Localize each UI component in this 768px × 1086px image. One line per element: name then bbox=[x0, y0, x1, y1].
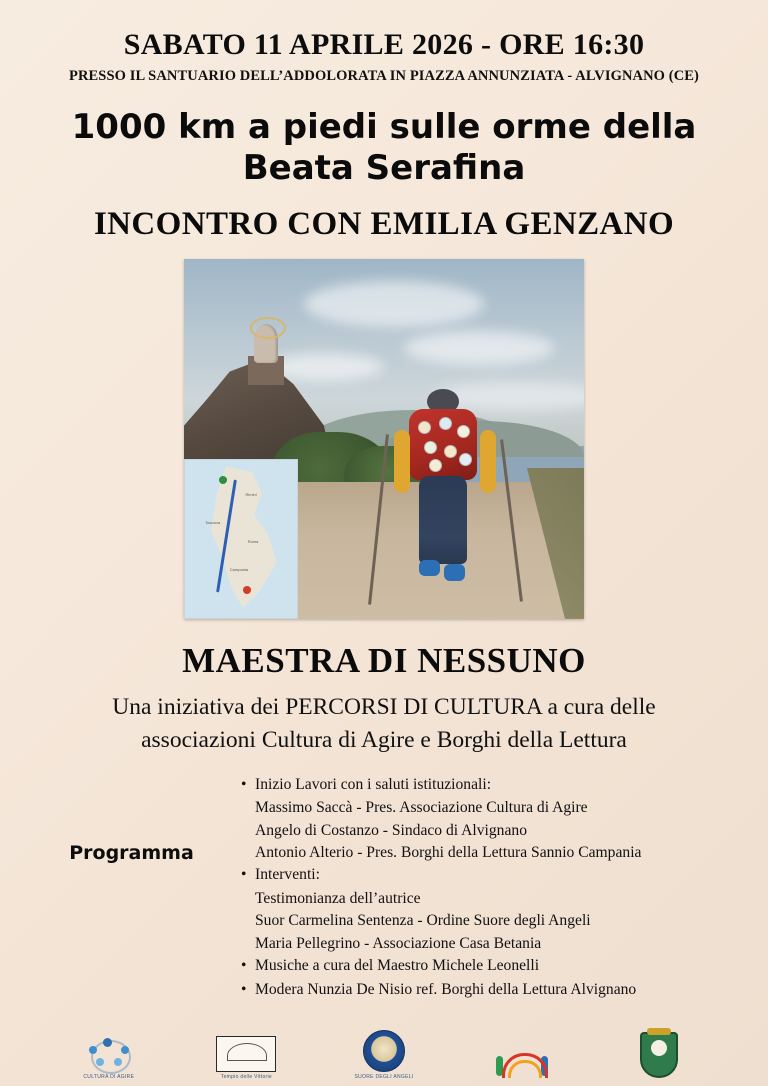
poster-photo bbox=[184, 259, 584, 619]
hiker-figure bbox=[392, 389, 496, 598]
initiative-text bbox=[112, 691, 655, 758]
list-item bbox=[239, 864, 744, 886]
hiker-legs bbox=[419, 476, 467, 564]
seal-icon bbox=[363, 1030, 405, 1072]
person-dot bbox=[103, 1038, 112, 1047]
list-subitem: Suor Carmelina Sentenza - Ordine Suore degli Angeli bbox=[255, 912, 591, 930]
cloud-shape bbox=[304, 281, 484, 327]
person-dot bbox=[96, 1058, 104, 1066]
map-label: Roma bbox=[247, 538, 259, 544]
list-subitem: Maria Pellegrino - Associazione Casa Betania bbox=[255, 934, 542, 952]
bullet-icon: • bbox=[241, 980, 247, 998]
logo-caption: SUORE DEGLI ANGELI bbox=[354, 1074, 414, 1080]
crest-icon bbox=[640, 1032, 678, 1078]
logo-caption: CULTURA DI AGIRE bbox=[83, 1074, 135, 1080]
person-dot bbox=[121, 1046, 129, 1054]
logo-comune-di-alvignano bbox=[622, 1022, 696, 1080]
bullet-icon: • bbox=[241, 866, 247, 884]
hiking-shoe bbox=[444, 564, 465, 581]
logo-suore-degli-angeli bbox=[347, 1022, 421, 1080]
program-label: Programma bbox=[69, 841, 194, 864]
bullet-icon: • bbox=[241, 775, 247, 793]
backpack bbox=[409, 409, 478, 480]
logo-cultura-di-agire bbox=[72, 1022, 146, 1080]
badge-patch bbox=[459, 453, 472, 466]
person-dot bbox=[89, 1046, 97, 1054]
person-dot bbox=[114, 1058, 122, 1066]
list-item-label: Musiche a cura del Maestro Michele Leonelli bbox=[255, 957, 540, 975]
hiker-arm bbox=[480, 430, 496, 493]
list-subitem: Testimonianza dell’autrice bbox=[255, 889, 421, 907]
page-title bbox=[72, 107, 697, 190]
book-title: MAESTRA DI NESSUNO bbox=[182, 640, 586, 680]
badge-patch bbox=[444, 445, 457, 458]
crown-shape bbox=[647, 1028, 671, 1035]
temple-icon bbox=[216, 1036, 276, 1072]
list-item-label: Interventi: bbox=[255, 866, 320, 884]
event-date: SABATO 11 APRILE 2026 - ORE 16:30 bbox=[123, 28, 645, 61]
badge-patch bbox=[457, 425, 470, 438]
logo-caption: Tempio delle Vittorie bbox=[220, 1074, 272, 1080]
event-venue: PRESSO IL SANTUARIO DELL’ADDOLORATA IN PIAZZA ANNUNZIATA - ALVIGNANO (CE) bbox=[69, 68, 699, 84]
list-subitem: Angelo di Costanzo - Sindaco di Alvignano bbox=[255, 821, 527, 839]
map-start-marker bbox=[219, 476, 227, 484]
badge-patch bbox=[418, 421, 431, 434]
event-subtitle: INCONTRO CON EMILIA GENZANO bbox=[93, 205, 675, 242]
hiker-arm bbox=[394, 430, 410, 493]
program-section bbox=[24, 774, 744, 1003]
badge-patch bbox=[439, 417, 452, 430]
list-item bbox=[239, 979, 744, 1001]
initiative-line2: associazioni Cultura di Agire e Borghi della Lettura bbox=[141, 727, 627, 754]
logo-strip bbox=[0, 1022, 768, 1080]
map-label: Toscana bbox=[205, 519, 221, 525]
route-map-inset bbox=[184, 459, 298, 619]
list-item-label: Inizio Lavori con i saluti istituzionali: bbox=[255, 775, 492, 793]
logo-tempio-delle-vittorie bbox=[209, 1022, 283, 1080]
program-list bbox=[239, 774, 744, 1003]
page-title-line1: 1000 km a piedi sulle orme della bbox=[71, 107, 697, 147]
map-label: Campania bbox=[229, 567, 249, 573]
list-subitem: Antonio Alterio - Pres. Borghi della Lettura Sannio Campania bbox=[255, 844, 642, 862]
logo-percorsi-di-cultura bbox=[485, 1022, 559, 1080]
halo-icon bbox=[250, 317, 287, 339]
cloud-shape bbox=[404, 331, 554, 365]
hiking-shoe bbox=[419, 560, 440, 577]
map-label: Rimini bbox=[245, 491, 257, 497]
arch-icon bbox=[494, 1040, 550, 1078]
bullet-icon: • bbox=[241, 957, 247, 975]
badge-patch bbox=[424, 441, 437, 454]
list-item-label: Modera Nunzia De Nisio ref. Borghi della Lettura Alvignano bbox=[255, 980, 637, 998]
badge-patch bbox=[429, 459, 442, 472]
people-icon bbox=[87, 1038, 131, 1072]
page-title-line2: Beata Serafina bbox=[242, 148, 526, 189]
list-subitem: Massimo Saccà - Pres. Associazione Cultura di Agire bbox=[255, 799, 588, 817]
initiative-line1: Una iniziativa dei PERCORSI DI CULTURA a cura delle bbox=[112, 693, 656, 720]
list-item bbox=[239, 774, 744, 796]
list-item bbox=[239, 955, 744, 977]
